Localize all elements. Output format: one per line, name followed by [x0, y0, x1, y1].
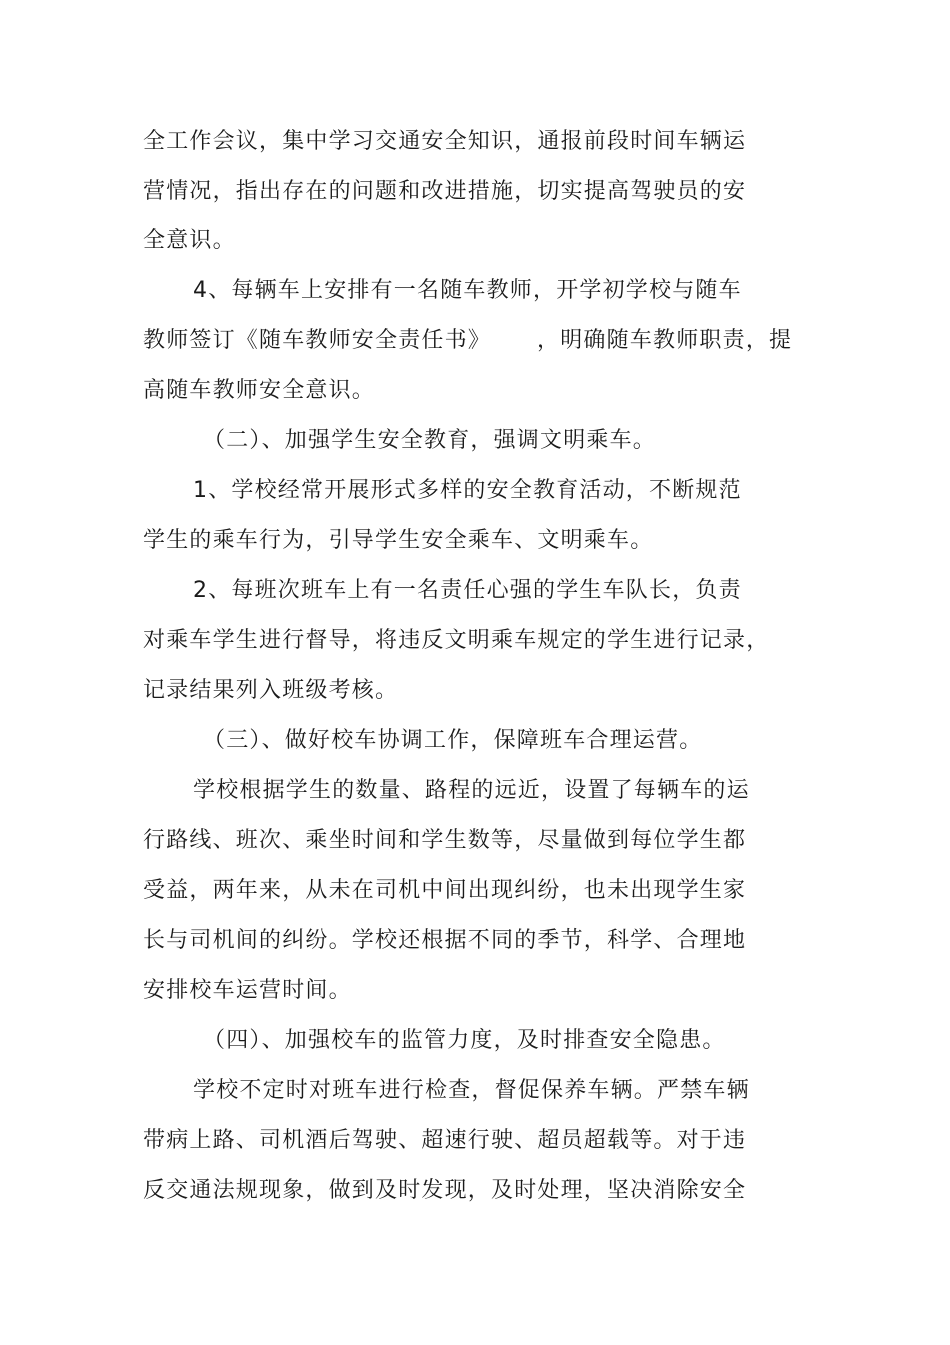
text-segment: 教师签订《随车教师安全责任书》: [143, 328, 492, 353]
text-line: 高随车教师安全意识。: [143, 378, 376, 403]
text-line: 全意识。: [143, 228, 236, 253]
text-line: 营情况，指出存在的问题和改进措施，切实提高驾驶员的安: [143, 179, 747, 204]
text-line: 2、每班次班车上有一名责任心强的学生车队长，负责: [193, 578, 742, 603]
text-segment: ，明确随车教师职责，提: [537, 328, 793, 353]
text-line: 对乘车学生进行督导，将违反文明乘车规定的学生进行记录，: [143, 628, 770, 653]
text-line: 4、每辆车上安排有一名随车教师，开学初学校与随车: [193, 278, 742, 303]
text-line: 学校根据学生的数量、路程的远近，设置了每辆车的运: [193, 778, 750, 803]
section-heading: （三）、做好校车协调工作，保障班车合理运营。: [203, 728, 703, 753]
text-line: 带病上路、司机酒后驾驶、超速行驶、超员超载等。对于违: [143, 1128, 747, 1153]
text-line: 长与司机间的纠纷。学校还根据不同的季节，科学、合理地: [143, 928, 747, 953]
text-line: 学校不定时对班车进行检查，督促保养车辆。严禁车辆: [193, 1078, 750, 1103]
text-line: 1、学校经常开展形式多样的安全教育活动，不断规范: [193, 478, 742, 503]
text-line: 学生的乘车行为，引导学生安全乘车、文明乘车。: [143, 528, 654, 553]
text-line: 反交通法规现象，做到及时发现，及时处理，坚决消除安全: [143, 1178, 747, 1203]
section-heading: （二）、加强学生安全教育，强调文明乘车。: [203, 428, 657, 453]
text-line: 安排校车运营时间。: [143, 978, 352, 1003]
text-line: 全工作会议，集中学习交通安全知识，通报前段时间车辆运: [143, 129, 747, 154]
text-line: 行路线、班次、乘坐时间和学生数等，尽量做到每位学生都: [143, 828, 747, 853]
text-line: 记录结果列入班级考核。: [143, 678, 399, 703]
text-line: 受益，两年来，从未在司机中间出现纠纷，也未出现学生家: [143, 878, 747, 903]
text-line-split: [143, 326, 792, 356]
section-heading: （四）、加强校车的监管力度，及时排查安全隐患。: [203, 1028, 726, 1053]
